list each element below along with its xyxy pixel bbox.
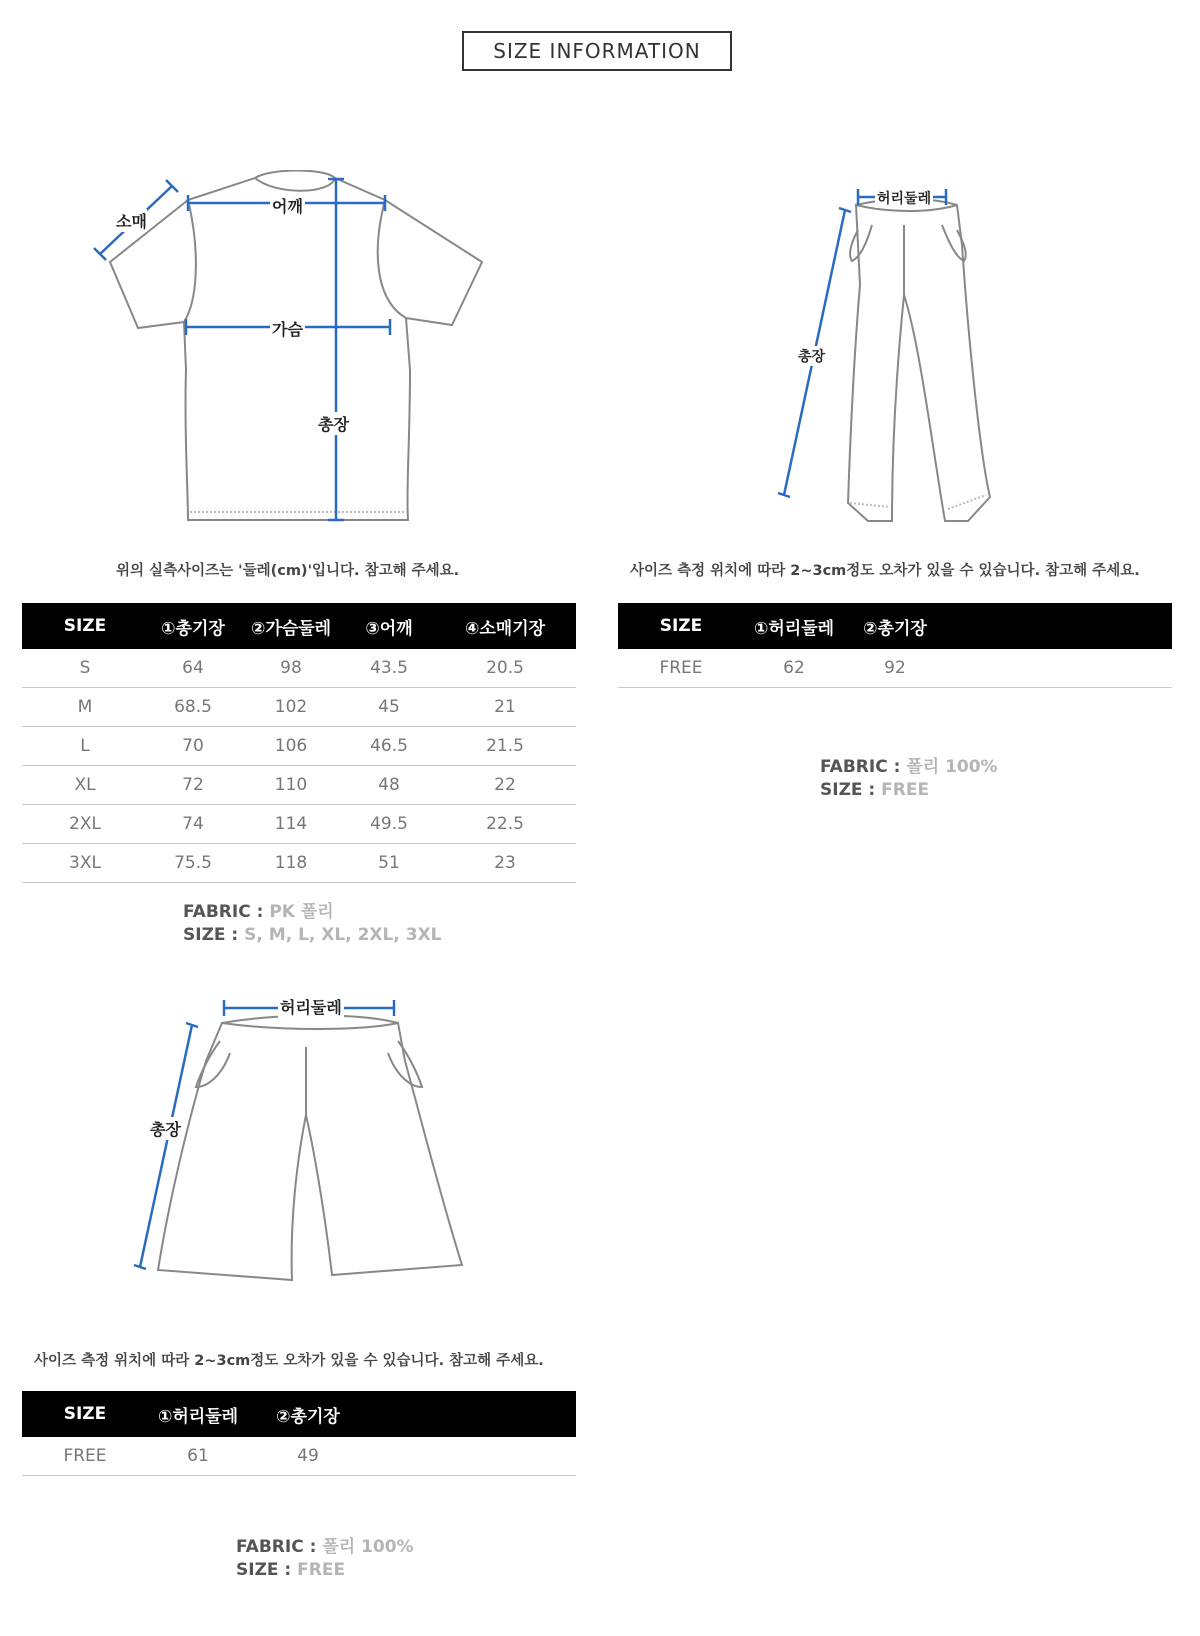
table-cell: 20.5 [434,649,576,688]
length-label: 총장 [798,346,825,366]
table-cell: 110 [238,766,344,805]
table-cell: 22.5 [434,805,576,844]
column-header: ③어깨 [344,603,434,649]
table-cell: 114 [238,805,344,844]
table-cell: 106 [238,727,344,766]
shorts-diagram [130,995,470,1285]
table-cell: 64 [148,649,238,688]
column-header: SIZE [22,603,148,649]
length-measure-line [140,1025,192,1267]
table-cell: 74 [148,805,238,844]
table-row [22,1437,576,1476]
table-cell: 72 [148,766,238,805]
column-header: SIZE [22,1391,148,1437]
shorts-fabric-info: FABRIC : 폴리 100% SIZE : FREE [236,1537,414,1580]
table-row [22,727,576,766]
table-cell: 51 [344,844,434,883]
column-header: ②가슴둘레 [238,603,344,649]
chest-label: 가슴 [270,317,305,340]
table-cell: FREE [618,649,744,688]
table-cell: 23 [434,844,576,883]
tshirt-outline [110,178,482,520]
table-header-row [22,603,576,649]
table-cell: S [22,649,148,688]
table-cell: 98 [238,649,344,688]
table-cell: 45 [344,688,434,727]
table-cell: 118 [238,844,344,883]
pants-note: 사이즈 측정 위치에 따라 2~3cm정도 오차가 있을 수 있습니다. 참고해 주세요. [630,563,1140,579]
table-cell: 43.5 [344,649,434,688]
column-header: ②총기장 [844,603,946,649]
sleeve-label: 소매 [116,209,147,232]
table-cell: 49.5 [344,805,434,844]
table-cell: XL [22,766,148,805]
table-cell: 21.5 [434,727,576,766]
waist-label: 허리둘레 [278,995,344,1018]
column-header: ②총기장 [248,1391,368,1437]
column-header: ①허리둘레 [744,603,844,649]
table-cell: 62 [744,649,844,688]
length-label: 총장 [316,412,351,435]
table-cell: 75.5 [148,844,238,883]
table-cell: 70 [148,727,238,766]
shoulder-label: 어깨 [270,194,305,217]
table-cell: 102 [238,688,344,727]
tshirt-size-table [22,603,576,883]
table-row [22,805,576,844]
table-row [22,766,576,805]
table-cell: 2XL [22,805,148,844]
table-row [22,688,576,727]
table-cell: 22 [434,766,576,805]
table-header-row [618,603,1172,649]
table-cell: M [22,688,148,727]
pants-fabric-info: FABRIC : 폴리 100% SIZE : FREE [820,757,998,800]
tshirt-fabric-info: FABRIC : PK 폴리 SIZE : S, M, L, XL, 2XL, 3XL [183,902,442,945]
table-cell: 68.5 [148,688,238,727]
table-row [22,844,576,883]
column-header: SIZE [618,603,744,649]
table-cell: 21 [434,688,576,727]
shorts-note: 사이즈 측정 위치에 따라 2~3cm정도 오차가 있을 수 있습니다. 참고해 주세요. [34,1353,544,1369]
table-cell: 46.5 [344,727,434,766]
table-cell: 49 [248,1437,368,1476]
table-cell: 48 [344,766,434,805]
waist-label: 허리둘레 [875,188,933,208]
tshirt-note: 위의 실측사이즈는 '둘레(cm)'입니다. 참고해 주세요. [116,563,460,579]
table-cell: 61 [148,1437,248,1476]
length-label: 총장 [150,1117,181,1140]
pants-outline [848,205,990,521]
table-row [22,649,576,688]
pants-size-table [618,603,1172,688]
page-title: SIZE INFORMATION [462,31,732,71]
table-row [618,649,1172,688]
table-header-row [22,1391,576,1437]
column-header: ④소매기장 [434,603,576,649]
table-cell: 3XL [22,844,148,883]
table-cell: FREE [22,1437,148,1476]
column-header: ①허리둘레 [148,1391,248,1437]
column-header: ①총기장 [148,603,238,649]
shorts-size-table [22,1391,576,1476]
table-cell: 92 [844,649,946,688]
shorts-outline [158,1023,462,1280]
table-cell: L [22,727,148,766]
